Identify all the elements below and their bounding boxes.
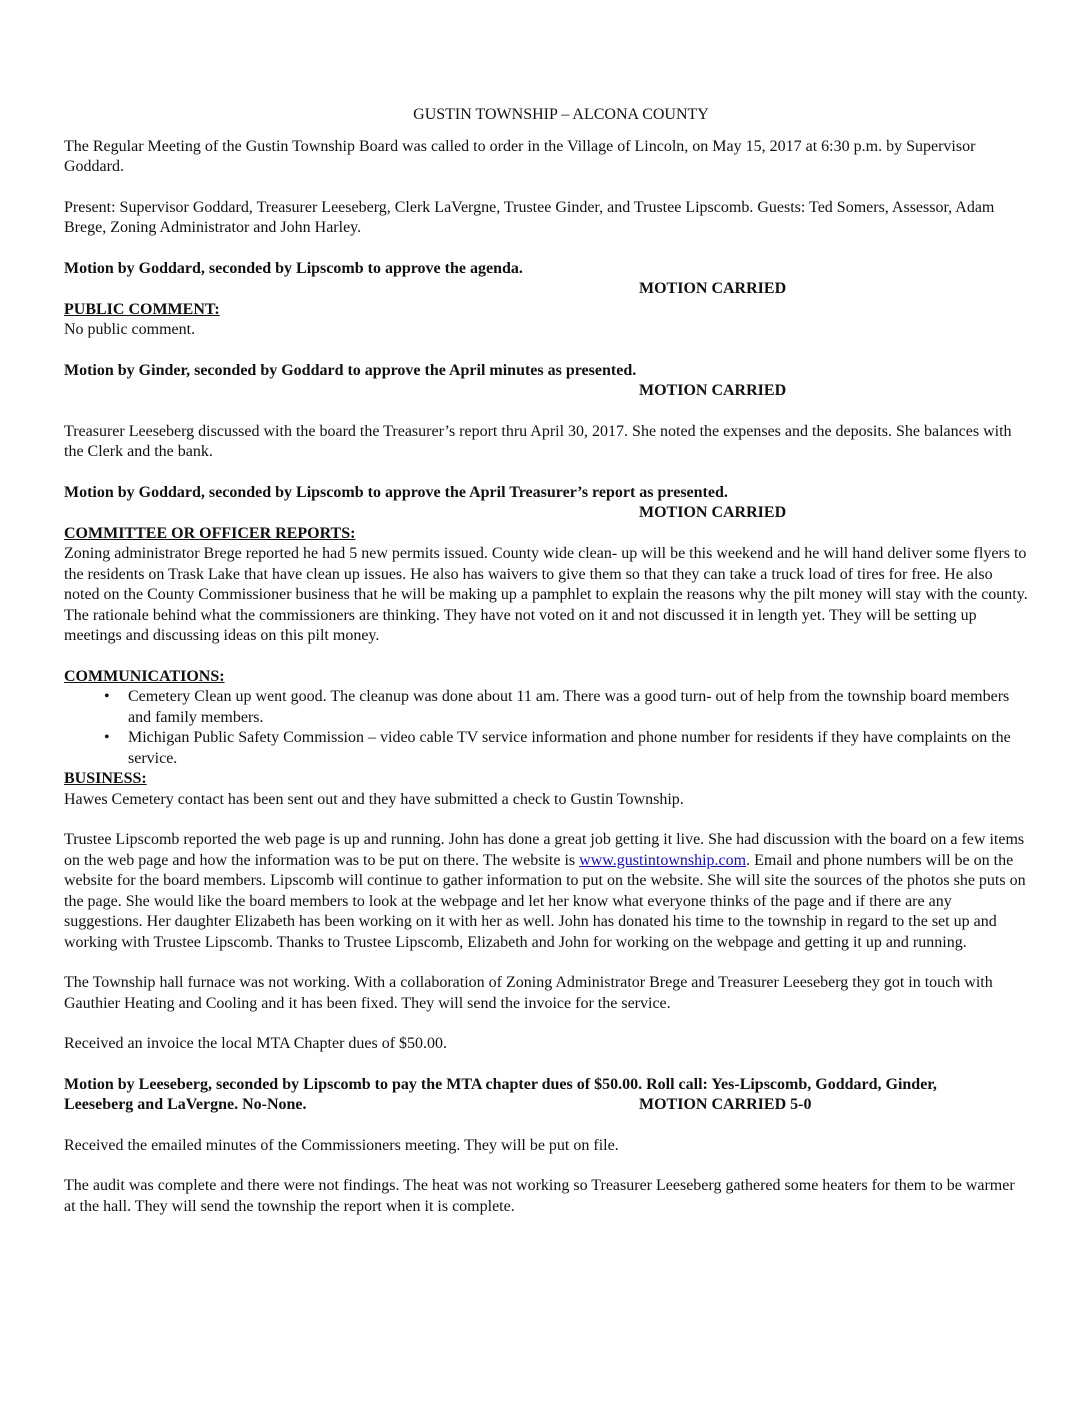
website-text-before: Trustee Lipscomb reported the web page is up and running. John has done a great job getting it live. She had discussion with the board on a few items on the web page and how the information was to be put on there. The website is [64,831,1025,869]
public-comment-heading: PUBLIC COMMENT: [64,300,220,318]
treasurer-report-paragraph: Treasurer Leeseberg discussed with the board the Treasurer’s report thru April 30, 2017. She noted the expenses and the deposits. She balances with the Clerk and the bank. [64,422,1012,460]
communications-list [64,687,1028,769]
motion-mta-line-2 [64,1095,1028,1116]
business-heading: BUSINESS: [64,770,147,787]
motion-mta-line-1: Motion by Leeseberg, seconded by Lipscomb to pay the MTA chapter dues of $50.00. Roll call: Yes-Lipscomb, Goddard, Ginder, [64,1075,937,1093]
business-commissioners-paragraph: Received the emailed minutes of the Commissioners meeting. They will be put on file. [64,1136,619,1154]
business-audit-paragraph: The audit was complete and there were not findings. The heat was not working so Treasurer Leeseberg gathered some heaters for them to be warmer at the hall. They will send the township the report when it is complete. [64,1177,1015,1215]
motion-mta-result: MOTION CARRIED 5-0 [639,1096,812,1113]
minutes-page [64,98,1028,1217]
motion-mta-line-2-text: Leeseberg and LaVergne. No-None. [64,1096,307,1113]
motion-minutes: Motion by Ginder, seconded by Goddard to approve the April minutes as presented. [64,361,637,379]
present-paragraph: Present: Supervisor Goddard, Treasurer Leeseberg, Clerk LaVergne, Trustee Ginder, and Trustee Lipscomb. Guests: Ted Somers, Assessor, Adam Brege, Zoning Administrator and John Harley. [64,198,995,236]
committee-heading: COMMITTEE OR OFFICER REPORTS: [64,524,356,542]
business-mta-invoice: Received an invoice the local MTA Chapter dues of $50.00. [64,1035,448,1052]
communications-item: • Cemetery Clean up went good. The cleanup was done about 11 am. There was a good turn- out of help from the township board members and family members. [128,687,1028,728]
motion-agenda: Motion by Goddard, seconded by Lipscomb to approve the agenda. [64,259,523,277]
communications-item: • Michigan Public Safety Commission – video cable TV service information and phone number for residents if they have complaints on the service. [128,728,1028,769]
public-comment-text: No public comment. [64,321,196,338]
business-website-paragraph [64,830,1028,953]
motion-minutes-result: MOTION CARRIED [639,382,787,399]
motion-agenda-result: MOTION CARRIED [639,280,787,297]
committee-paragraph: Zoning administrator Brege reported he had 5 new permits issued. County wide clean- up will be this weekend and he will hand deliver some flyers to the residents on Trask Lake that have clean up issues. He also has waivers to give them so that they can take a truck load of tires for free. He also noted on the County Commissioner business that he will be making up a pamphlet to explain the reasons why the pilt money will stay with the county. The rationale behind what the commissioners are thinking. They have not voted on it and not discussed it in length yet. They will be setting up meetings and discussing ideas on this pilt money. [64,545,1028,644]
website-link[interactable]: www.gustintownship.com [579,851,747,869]
business-furnace-paragraph: The Township hall furnace was not working. With a collaboration of Zoning Administrator Brege and Treasurer Leeseberg they got in touch with Gauthier Heating and Cooling and it has been fixed. They will send the invoice for the service. [64,974,993,1012]
website-text-after: . Email and phone numbers will be on the website for the board members. Lipscomb will continue to gather information to put on the website. She will site the sources of the photos she puts on the page. She would like the board members to look at the webpage and let her know what everyone thinks of the page and if there are any suggestions. Her daughter Elizabeth has been working on it with her as well. John has donated his time to the township in regard to the set up and working with Trustee Lipscomb. Thanks to Trustee Lipscomb, Elizabeth and John for working on the webpage and getting it up and running. [64,851,1026,951]
motion-treasurer: Motion by Goddard, seconded by Lipscomb to approve the April Treasurer’s report as presented. [64,483,728,501]
business-hawes-paragraph: Hawes Cemetery contact has been sent out and they have submitted a check to Gustin Township. [64,790,684,808]
motion-treasurer-result: MOTION CARRIED [639,504,787,521]
document-title: GUSTIN TOWNSHIP – ALCONA COUNTY [413,106,709,123]
intro-paragraph: The Regular Meeting of the Gustin Township Board was called to order in the Village of Lincoln, on May 15, 2017 at 6:30 p.m. by Supervisor Goddard. [64,137,976,175]
communications-heading: COMMUNICATIONS: [64,667,225,685]
